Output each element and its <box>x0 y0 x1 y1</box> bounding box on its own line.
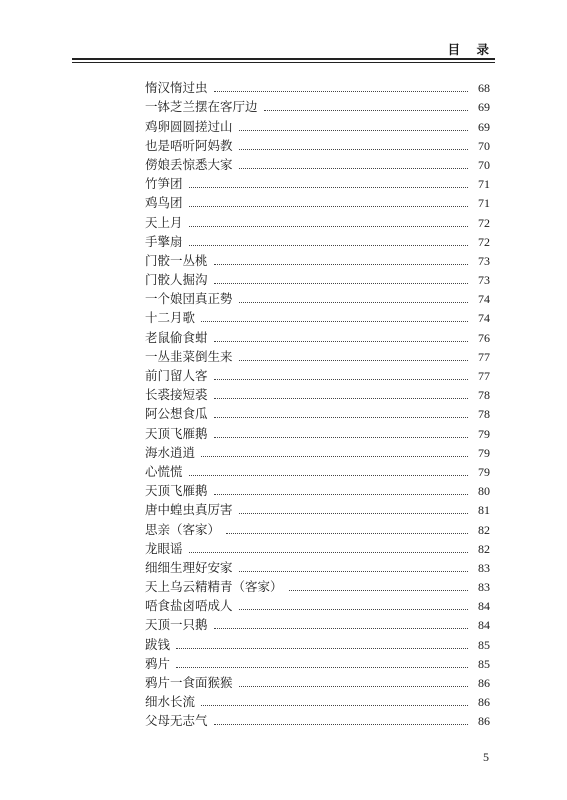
toc-entry <box>145 211 490 230</box>
dot-leader <box>289 590 468 591</box>
dot-leader <box>239 302 468 303</box>
toc-entry <box>145 710 490 729</box>
dot-leader <box>214 437 468 438</box>
toc-entry-title: 海水逍逍 <box>145 444 196 460</box>
dot-leader <box>214 724 468 725</box>
toc-entry-page: 82 <box>478 522 490 537</box>
toc-entry <box>145 346 490 365</box>
toc-entry-title: 天上月 <box>145 214 183 230</box>
toc-entry <box>145 269 490 288</box>
toc-entry-title: 竹笋团 <box>145 176 183 192</box>
toc-entry-page: 79 <box>478 464 490 479</box>
dot-leader <box>214 264 468 265</box>
toc-entry <box>145 633 490 652</box>
dot-leader <box>239 168 468 169</box>
toc-entry-title: 僗娘丢惊悉大家 <box>145 156 233 172</box>
toc-entry <box>145 422 490 441</box>
toc-entry-title: 门骹一丛桃 <box>145 252 208 268</box>
toc-entry <box>145 403 490 422</box>
toc-entry <box>145 77 490 96</box>
dot-leader <box>226 533 468 534</box>
toc-entry-page: 78 <box>478 407 490 422</box>
toc-entry-page: 70 <box>478 138 490 153</box>
toc-entry <box>145 173 490 192</box>
toc-entry-page: 76 <box>478 330 490 345</box>
toc-entry-page: 74 <box>478 311 490 326</box>
toc-entry-title: 鸡卵圆圆搓过山 <box>145 118 233 134</box>
dot-leader <box>214 341 468 342</box>
page-number: 5 <box>483 750 489 764</box>
dot-leader <box>214 417 468 418</box>
dot-leader <box>239 360 468 361</box>
toc-entry-page: 86 <box>478 676 490 690</box>
toc-entry-page: 80 <box>478 484 490 499</box>
toc-entry-title: 思亲（客家） <box>145 521 221 537</box>
toc-entry-title: 一丛韭菜倒生来 <box>145 348 233 364</box>
toc-entry-page: 82 <box>478 541 490 556</box>
toc-entry-page: 70 <box>478 157 490 172</box>
toc-entry-page: 77 <box>478 349 490 364</box>
dot-leader <box>189 245 468 246</box>
toc-entry-page: 85 <box>478 656 490 671</box>
toc-entry <box>145 538 490 557</box>
toc-entry <box>145 192 490 211</box>
dot-leader <box>264 110 468 111</box>
toc-entry <box>145 595 490 614</box>
dot-leader <box>189 187 468 188</box>
dot-leader <box>214 398 468 399</box>
toc-entry <box>145 480 490 499</box>
dot-leader <box>239 149 468 150</box>
toc-entry-title: 细细生理好安家 <box>145 559 233 575</box>
toc-entry <box>145 691 490 710</box>
toc-entry <box>145 326 490 345</box>
toc-entry-page: 78 <box>478 388 490 403</box>
toc-entry <box>145 307 490 326</box>
toc-entry <box>145 672 490 691</box>
toc-entry-page: 69 <box>478 100 490 115</box>
toc-entry-title: 惰汉惰过虫 <box>145 80 208 96</box>
toc-entry <box>145 231 490 250</box>
toc-entry <box>145 115 490 134</box>
toc-entry-title: 天顶一只鹅 <box>145 617 208 633</box>
toc-entry <box>145 518 490 537</box>
toc-entry-title: 老鼠偷食蚶 <box>145 329 208 345</box>
toc-entry-page: 85 <box>478 637 490 652</box>
toc-entry-page: 79 <box>478 426 490 441</box>
toc-entry-title: 父母无志气 <box>145 713 208 729</box>
toc-entry <box>145 461 490 480</box>
toc-entry-page: 77 <box>478 369 490 383</box>
dot-leader <box>214 91 468 92</box>
toc-entry-page: 84 <box>478 618 490 633</box>
toc-entry-title: 天顶飞雁鹅 <box>145 483 208 499</box>
dot-leader <box>239 130 468 131</box>
toc-entry-title: 一钵芝兰摆在客厅边 <box>145 99 258 115</box>
toc-entry-title: 唐中蝗虫真厉害 <box>145 502 233 518</box>
dot-leader <box>239 686 468 687</box>
toc-entry-title: 天顶飞雁鹅 <box>145 425 208 441</box>
dot-leader <box>189 206 468 207</box>
toc-entry-page: 68 <box>478 81 490 96</box>
dot-leader <box>214 494 468 495</box>
dot-leader <box>189 475 468 476</box>
toc-entry-title: 鸡鸟团 <box>145 195 183 211</box>
toc-entry-title: 也是唔听阿妈教 <box>145 137 233 153</box>
toc-entry <box>145 96 490 115</box>
dot-leader <box>201 705 468 706</box>
toc-entry-title: 细水长流 <box>145 694 196 710</box>
toc-entry-title: 一个娘団真正勢 <box>145 291 233 307</box>
toc-entry-page: 74 <box>478 292 490 307</box>
toc-entry-page: 71 <box>478 177 490 192</box>
dot-leader <box>201 456 468 457</box>
toc-entry <box>145 250 490 269</box>
dot-leader <box>176 667 468 668</box>
toc-entry-page: 86 <box>478 714 490 729</box>
toc-entry <box>145 154 490 173</box>
toc-entry-page: 81 <box>478 503 490 518</box>
toc-entry <box>145 576 490 595</box>
toc-entry-page: 73 <box>478 253 490 268</box>
toc-entry <box>145 442 490 461</box>
toc-entry <box>145 653 490 672</box>
toc-entry <box>145 365 490 384</box>
toc-entry <box>145 384 490 403</box>
toc-entry <box>145 499 490 518</box>
toc-entry-page: 79 <box>478 445 490 460</box>
toc-entry-title: 唔食盐卤唔成人 <box>145 598 233 614</box>
dot-leader <box>189 226 468 227</box>
dot-leader <box>239 609 468 610</box>
toc-entry-title: 手擎扇 <box>145 233 183 249</box>
dot-leader <box>201 321 468 322</box>
dot-leader <box>239 513 468 514</box>
toc-entry-page: 72 <box>478 234 490 249</box>
toc-entry-title: 鸦片 <box>145 655 171 671</box>
toc-entry-title: 阿公想食瓜 <box>145 406 208 422</box>
header-rule-thin <box>72 62 495 63</box>
header-rule <box>72 58 495 60</box>
dot-leader <box>189 552 468 553</box>
toc-entry-title: 前门留人客 <box>145 368 208 383</box>
toc-entry-page: 73 <box>478 273 490 288</box>
dot-leader <box>239 571 468 572</box>
toc-entry-title: 龙眼谣 <box>145 540 183 556</box>
toc-entry-page: 71 <box>478 196 490 211</box>
toc-entry-title: 长裘接短裘 <box>145 387 208 403</box>
dot-leader <box>176 648 468 649</box>
toc-entry-page: 69 <box>478 119 490 134</box>
toc-entry-title: 天上乌云精精青（客家） <box>145 579 283 595</box>
toc-entry-title: 十二月歌 <box>145 310 196 326</box>
table-of-contents <box>145 77 490 729</box>
toc-entry-title: 门骹人掘沟 <box>145 272 208 288</box>
dot-leader <box>214 283 468 284</box>
toc-entry-page: 83 <box>478 580 490 595</box>
toc-entry-page: 72 <box>478 215 490 230</box>
toc-entry <box>145 557 490 576</box>
toc-entry-title: 跋钱 <box>145 636 171 652</box>
toc-entry <box>145 288 490 307</box>
toc-entry-page: 83 <box>478 560 490 575</box>
toc-entry-page: 84 <box>478 599 490 614</box>
toc-entry <box>145 135 490 154</box>
toc-entry-title: 鸦片一食面猴猴 <box>145 675 233 690</box>
dot-leader <box>214 379 468 380</box>
dot-leader <box>214 628 468 629</box>
running-header: 目 录 <box>447 42 495 57</box>
toc-entry-title: 心慌慌 <box>145 463 183 479</box>
toc-entry-page: 86 <box>478 695 490 710</box>
toc-entry <box>145 614 490 633</box>
